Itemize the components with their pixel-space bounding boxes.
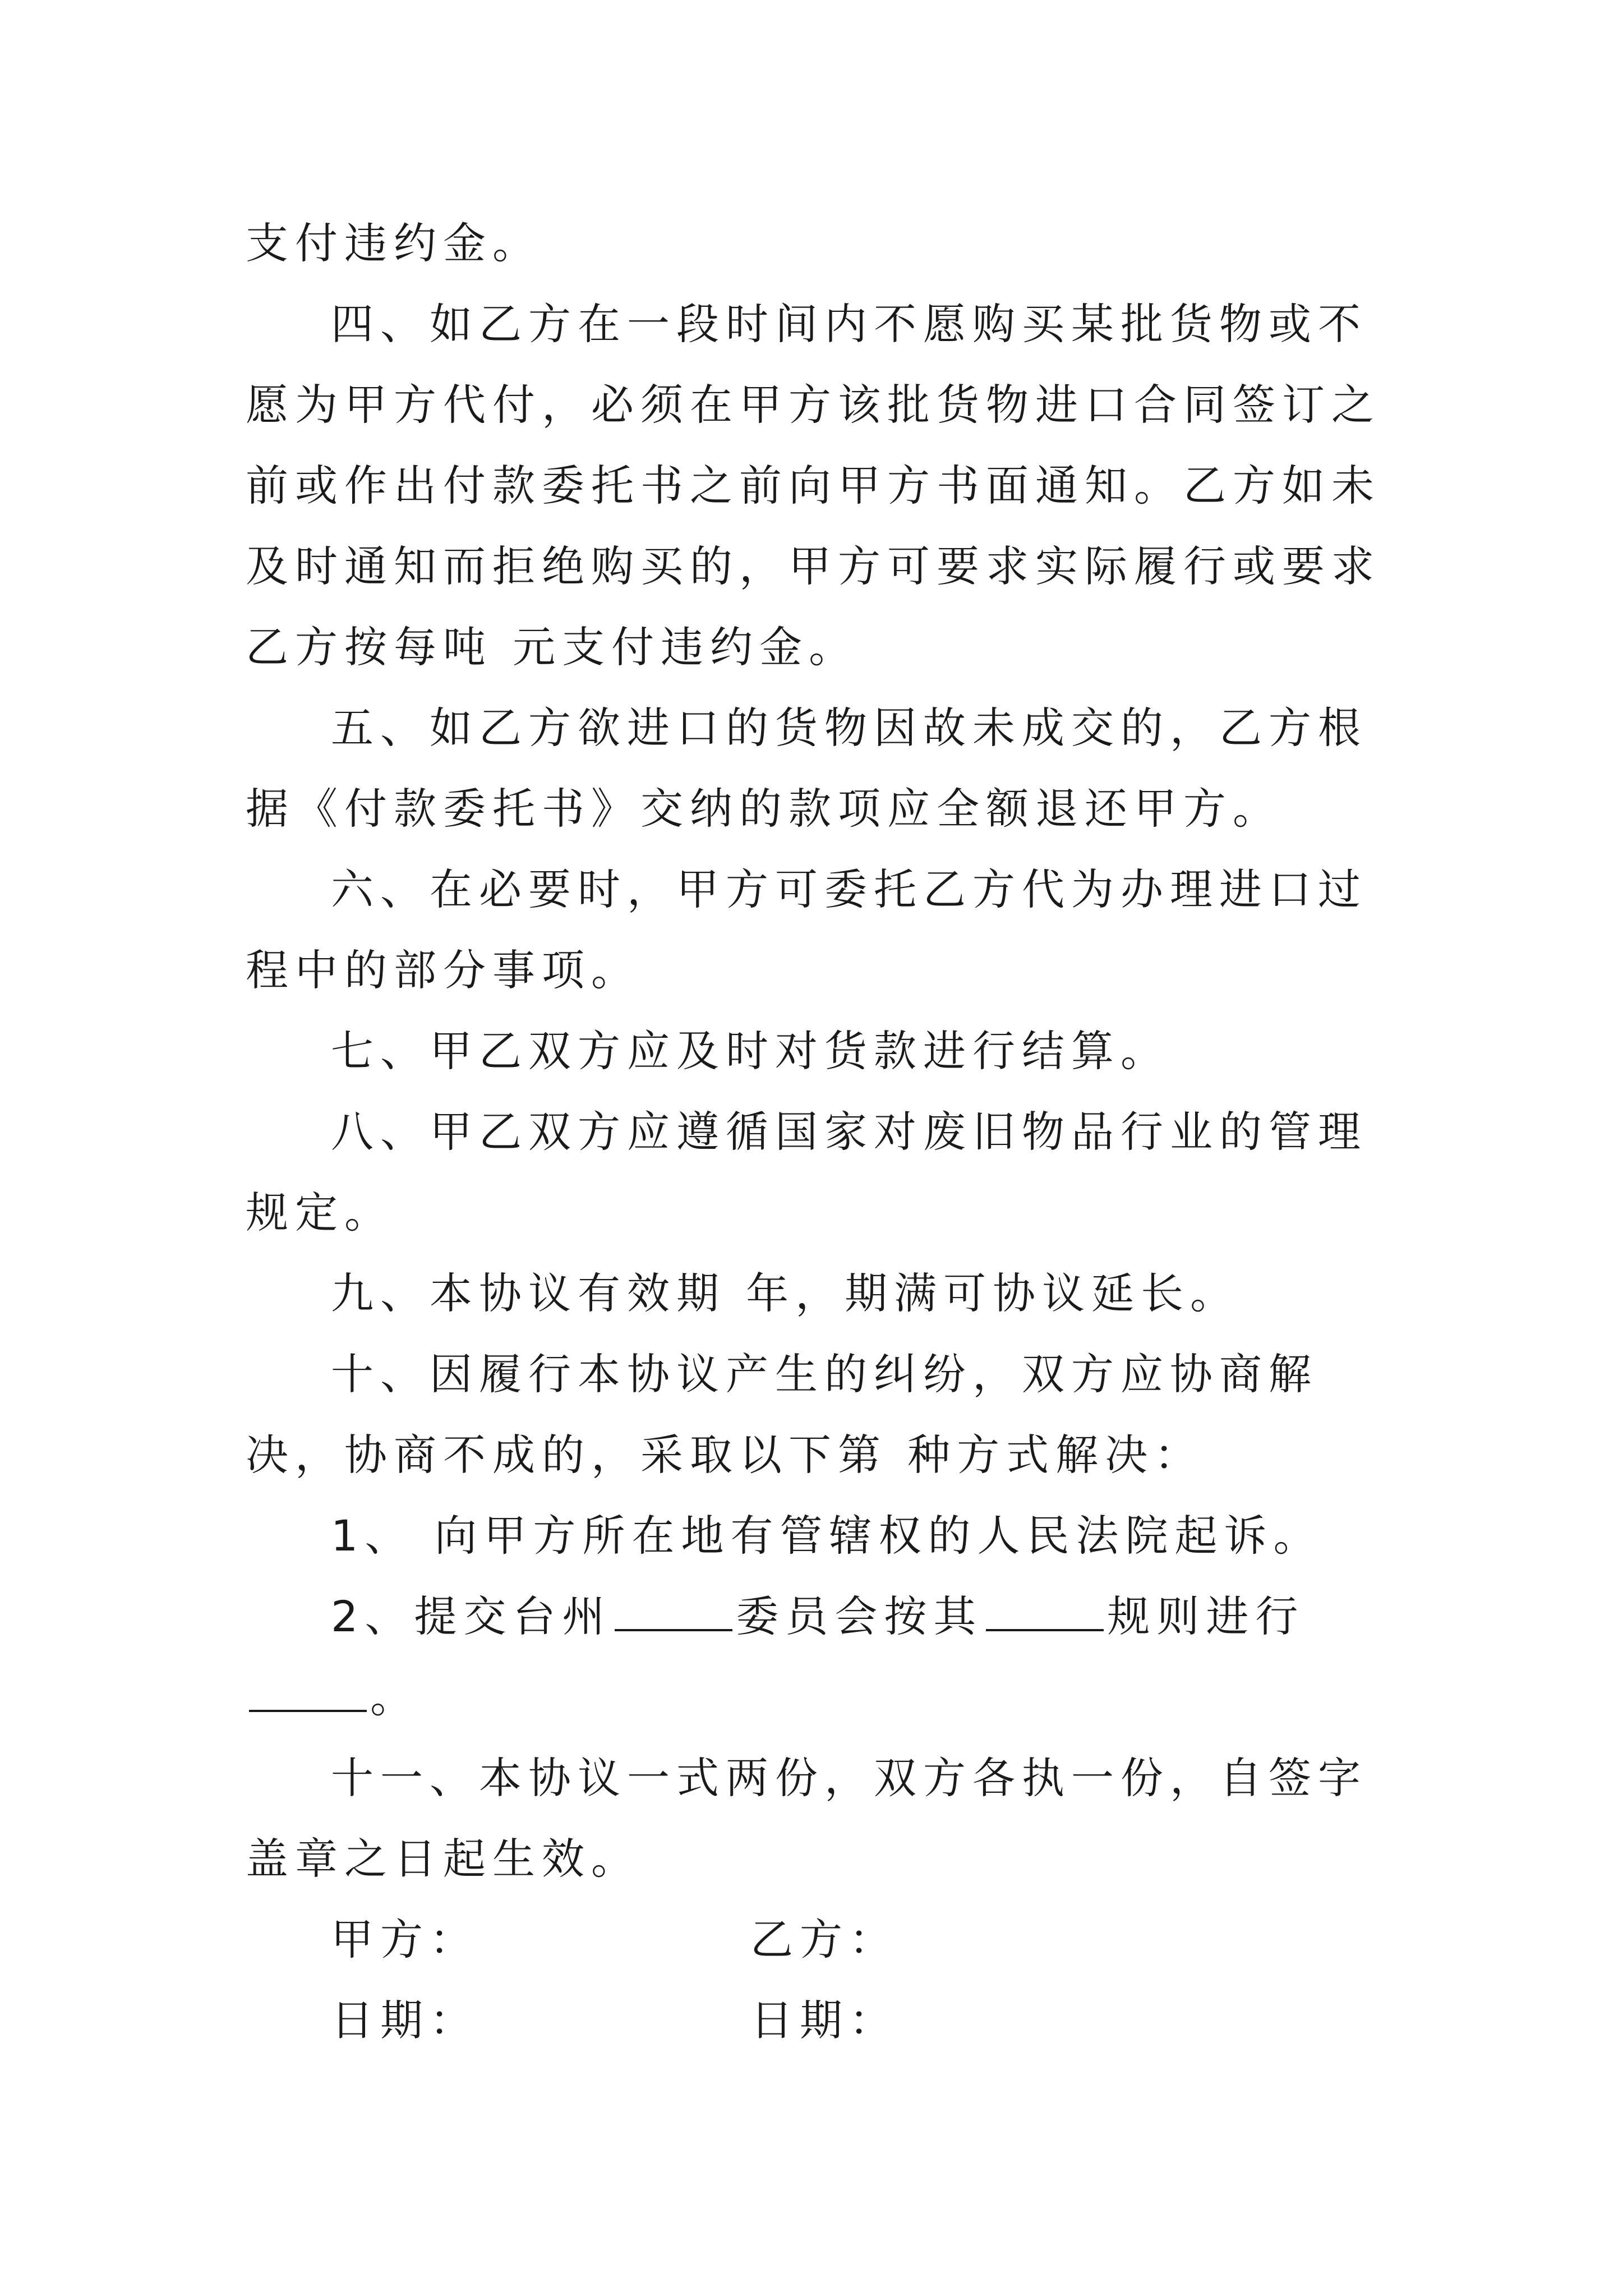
clause-6: 六、在必要时，甲方可委托乙方代为办理进口过程中的部分事项。 <box>246 864 1367 995</box>
contract-body <box>246 203 1401 2061</box>
blank-line <box>249 1673 367 1712</box>
date-row <box>246 1980 1401 2061</box>
clause-10-option-1: 1、 向甲方所在地有管辖权的人民法院起诉。 <box>331 1511 1323 1561</box>
clause-11: 十一、本协议一式两份，双方各执一份，自签字盖章之日起生效。 <box>246 1753 1367 1884</box>
option-2-text-b: 委员会按其 <box>736 1591 983 1641</box>
clause-5: 五、如乙方欲进口的货物因故未成交的，乙方根据《付款委托书》交纳的款项应全额退还甲方。 <box>246 703 1367 834</box>
date-a-label: 日期： <box>331 1995 479 2045</box>
option-2-text-c: 规则进行 <box>1107 1591 1305 1641</box>
clause-9: 九、本协议有效期 年，期满可协议延长。 <box>331 1268 1240 1318</box>
paragraph-continuation: 支付违约金。 <box>246 218 542 268</box>
party-a-label: 甲方： <box>331 1915 479 1964</box>
blank-line <box>615 1592 732 1631</box>
date-b-label: 日期： <box>750 1995 898 2045</box>
clause-4: 四、如乙方在一段时间内不愿购买某批货物或不愿为甲方代付，必须在甲方该批货物进口合同签订之前或作出付款委托书之前向甲方书面通知。乙方如未及时通知而拒绝购买的，甲方可要求实际履行或要求乙方按每吨 元支付违约金。 <box>246 299 1381 672</box>
signature-row <box>246 1899 1401 1980</box>
blank-line <box>986 1592 1104 1631</box>
option-2-text-a: 2、提交台州 <box>331 1591 612 1641</box>
clause-10: 十、因履行本协议产生的纠纷，双方应协商解决，协商不成的，采取以下第 种方式解决： <box>246 1349 1318 1480</box>
option-2-text-d: 。 <box>370 1672 419 1722</box>
clause-10-option-2 <box>246 1576 1401 1738</box>
party-b-label: 乙方： <box>750 1915 898 1964</box>
clause-8: 八、甲乙双方应遵循国家对废旧物品行业的管理规定。 <box>246 1107 1367 1237</box>
clause-7: 七、甲乙双方应及时对货款进行结算。 <box>331 1026 1170 1076</box>
